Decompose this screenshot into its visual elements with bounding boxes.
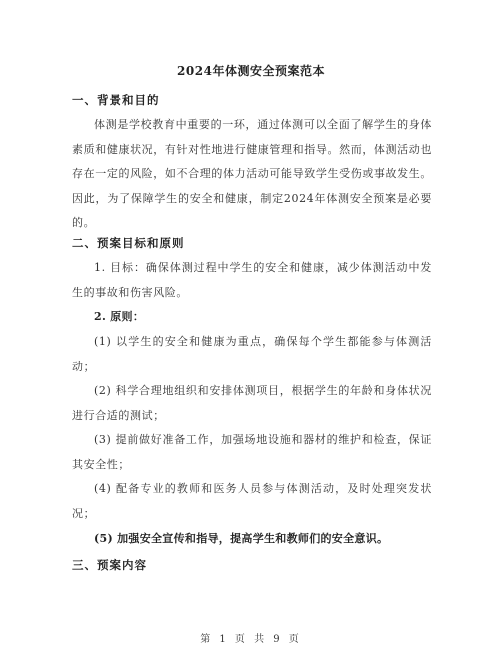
section-heading-background: 一、背景和目的: [72, 93, 160, 107]
principle-item-1: (1) 以学生的安全和健康为重点，确保每个学生都能参与体测活动；: [72, 335, 432, 373]
principle-item-5: (5) 加强安全宣传和指导，提高学生和教师们的安全意识。: [94, 532, 389, 545]
section-heading-content: 三、预案内容: [72, 558, 147, 572]
principles-heading: 2. 原则：: [94, 310, 145, 323]
principle-item-2: (2) 科学合理地组织和安排体测项目，根据学生的年龄和身体状况进行合适的测试；: [72, 384, 432, 422]
principle-item-4: (4) 配备专业的教师和医务人员参与体测活动，及时处理突发状况；: [72, 482, 432, 520]
principle-item-3: (3) 提前做好准备工作，加强场地设施和器材的维护和检查，保证其安全性；: [72, 433, 432, 471]
goal-paragraph: 1. 目标：确保体测过程中学生的安全和健康，减少体测活动中发生的事故和伤害风险。: [72, 261, 432, 299]
page-footer: 第 1 页 共 9 页: [200, 634, 302, 645]
section-paragraph-background: 体测是学校教育中重要的一环，通过体测可以全面了解学生的身体素质和健康状况，有针对性地进行健康管理和指导。然而，体测活动也存在一定的风险，如不合理的体力活动可能导致学生受伤或事故发生。因此，为了保障学生的安全和健康，制定2024年体测安全预案是必要的。: [72, 118, 432, 229]
document-title: 2024年体测安全预案范本: [177, 64, 325, 78]
section-heading-goals: 二、预案目标和原则: [72, 236, 185, 250]
